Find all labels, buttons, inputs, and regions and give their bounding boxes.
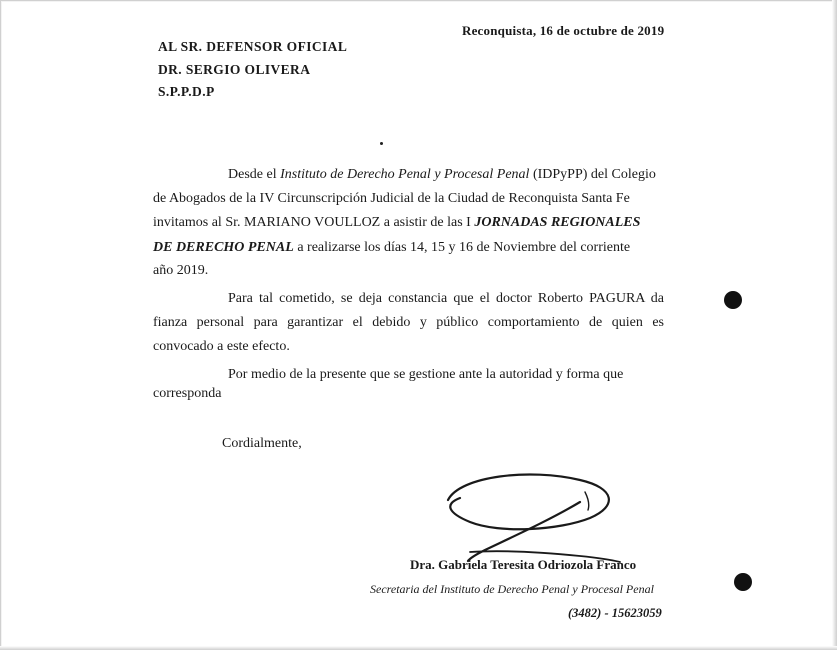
paragraph-2-line-2: fianza personal para garantizar el debido y público comportamiento de quien es (153, 315, 664, 330)
punch-hole-mark (724, 291, 742, 309)
punch-hole-mark (734, 573, 752, 591)
closing-salutation: Cordialmente, (222, 436, 302, 451)
event-name: JORNADAS REGIONALES (474, 215, 641, 230)
handwritten-signature (430, 462, 630, 572)
paragraph-1-text: a realizarse los días 14, 15 y 16 de Noviembre del corriente (293, 240, 631, 255)
scan-speck (380, 142, 383, 145)
paragraph-1-line-2: de Abogados de la IV Circunscripción Judicial de la Ciudad de Reconquista Santa Fe (153, 191, 630, 206)
signatory-name: Dra. Gabriela Teresita Odriozola Franco (410, 557, 637, 572)
addressee-line-1: AL SR. DEFENSOR OFICIAL (158, 39, 348, 54)
paragraph-1-line-3 (153, 214, 640, 232)
paragraph-2-line-3: convocado a este efecto. (153, 339, 290, 354)
event-name: DE DERECHO PENAL (153, 240, 294, 255)
signatory-role: Secretaria del Instituto de Derecho Penal y Procesal Penal (370, 582, 654, 596)
paragraph-1-text: (IDPyPP) del Colegio (529, 167, 656, 182)
paragraph-2-line-1: Para tal cometido, se deja constancia que el doctor Roberto PAGURA da (228, 291, 664, 306)
paragraph-1-line-1 (228, 166, 656, 184)
page-shadow-bottom (0, 646, 837, 650)
letter-date: Reconquista, 16 de octubre de 2019 (462, 23, 665, 38)
paragraph-1-line-5: año 2019. (153, 263, 209, 278)
paragraph-1-text: Desde el (228, 167, 281, 182)
addressee-line-3: S.P.P.D.P (158, 84, 215, 99)
institute-name: Instituto de Derecho Penal y Procesal Penal (280, 167, 530, 182)
paragraph-3-line-2: corresponda (153, 386, 222, 401)
paragraph-1-line-4 (153, 239, 630, 257)
paragraph-1-text: invitamos al Sr. MARIANO VOULLOZ a asistir de las I (153, 215, 475, 230)
paragraph-3-line-1: Por medio de la presente que se gestione ante la autoridad y forma que (228, 367, 624, 382)
page-shadow-right (832, 0, 837, 650)
signatory-phone: (3482) - 15623059 (568, 606, 662, 620)
addressee-line-2: DR. SERGIO OLIVERA (158, 62, 311, 77)
